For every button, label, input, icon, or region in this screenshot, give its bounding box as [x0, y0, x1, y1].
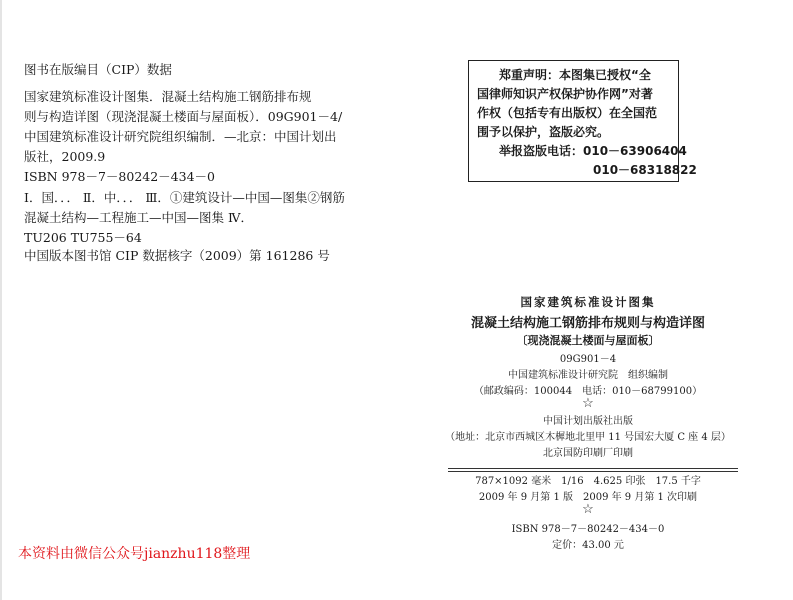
atlas-code: 09G901－4: [559, 354, 617, 365]
compiler: 中国建筑标准设计研究院 组织编制: [508, 370, 668, 381]
cip-entry-line: 版社，2009.9: [24, 149, 106, 164]
notice-line: 作权（包括专有出版权）在全国范: [477, 106, 658, 120]
cip-isbn: ISBN 978－7－80242－434－0: [24, 169, 215, 184]
watermark-text: 本资料由微信公众号jianzhu118整理: [18, 546, 251, 562]
cip-number: 中国版本图书馆 CIP 数据核字（2009）第 161286 号: [24, 248, 330, 263]
book-title: 混凝土结构施工钢筋排布规则与构造详图: [470, 316, 705, 331]
cip-subject-line: Ⅰ．国．．． Ⅱ．中．．． Ⅲ．①建筑设计—中国—图集②钢筋: [24, 190, 345, 205]
publisher: 中国计划出版社出版: [543, 416, 633, 427]
imprint-isbn: ISBN 978－7－80242－434－0: [511, 524, 665, 535]
piracy-hotline-2: 010－68318822: [593, 163, 697, 177]
cip-subjects: [24, 188, 345, 248]
divider-rule: [448, 471, 738, 472]
notice-line: 郑重声明：本图集已授权“全: [499, 68, 651, 82]
cip-subject-line: 混凝土结构—工程施工—中国—图集 Ⅳ．: [24, 210, 253, 225]
star-icon: ☆: [582, 502, 594, 517]
piracy-hotline: 举报盗版电话：010－63906404: [499, 144, 687, 158]
printer: 北京国防印刷厂印刷: [543, 448, 633, 459]
edition-info: 2009 年 9 月第 1 版 2009 年 9 月第 1 次印刷: [478, 492, 698, 503]
cip-entry: [24, 87, 343, 167]
print-specs: 787×1092 毫米 1/16 4.625 印张 17.5 千字: [475, 476, 701, 487]
book-subtitle: 〔现浇混凝土楼面与屋面板〕: [516, 334, 660, 347]
postal-info: （邮政编码：100044 电话：010－68799100）: [473, 386, 703, 397]
notice-line: 国律师知识产权保护协作网”对著: [477, 87, 653, 101]
copyright-notice: [468, 60, 697, 182]
price: 定价：43.00 元: [552, 540, 624, 551]
series-title: 国家建筑标准设计图集: [520, 295, 656, 309]
publisher-address: （地址：北京市西城区木樨地北里甲 11 号国宏大厦 C 座 4 层）: [445, 432, 731, 443]
divider-rule: [448, 468, 738, 469]
cip-entry-line: 则与构造详图（现浇混凝土楼面与屋面板）．09G901－4/: [24, 109, 343, 124]
star-icon: ☆: [582, 396, 594, 411]
cip-entry-line: 中国建筑标准设计研究院组织编制．—北京：中国计划出: [24, 129, 337, 144]
cip-subject-line: TU206 TU755－64: [24, 230, 142, 245]
notice-line: 围予以保护，盗版必究。: [477, 125, 610, 139]
cip-heading: 图书在版编目（CIP）数据: [24, 62, 172, 77]
cip-entry-line: 国家建筑标准设计图集．混凝土结构施工钢筋排布规: [24, 89, 312, 104]
